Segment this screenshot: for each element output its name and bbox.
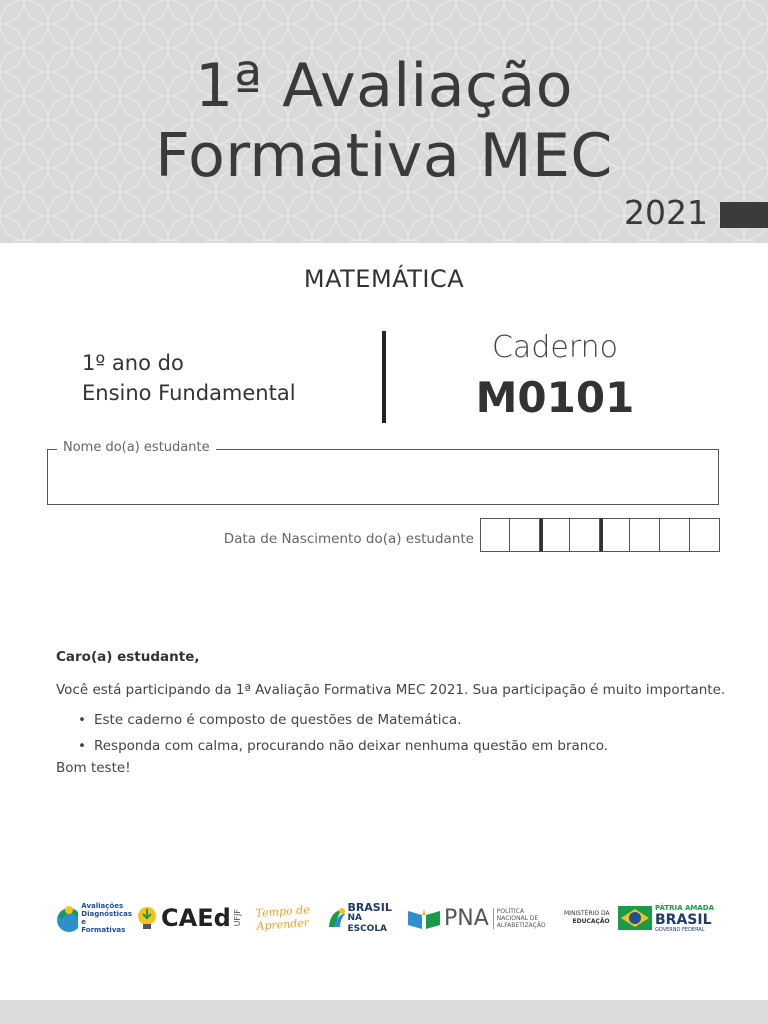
avaliacoes-logo	[56, 898, 132, 938]
pna-sub-3: ALFABETIZAÇÃO	[496, 921, 546, 929]
ministerio-text-2: EDUCAÇÃO	[572, 918, 610, 925]
pna-sub-2: NACIONAL DE	[496, 914, 539, 922]
instruction-item: • Responda com calma, procurando não deixar nenhuma questão em branco.	[78, 733, 608, 759]
subject-title: MATEMÁTICA	[303, 265, 465, 293]
year: 2021	[624, 193, 708, 232]
grade-line-2: Ensino Fundamental	[82, 381, 296, 405]
avaliacoes-emblem-icon	[56, 902, 78, 934]
brasil-na-escola-emblem-icon	[326, 905, 345, 931]
booklet-code: M0101	[475, 373, 635, 422]
intro-text: Você está participando da 1ª Avaliação Formativa MEC 2021. Sua participação é muito importante.	[56, 682, 726, 698]
footer-band	[0, 1000, 768, 1024]
vertical-divider	[382, 331, 386, 423]
ministerio-text-1: MINISTÉRIO DA	[564, 910, 610, 917]
tempo-de-aprender-logo	[256, 898, 318, 938]
ufjf-text: UFJF	[232, 909, 242, 927]
brazil-flag-icon	[618, 906, 652, 930]
tempo-text-2: Aprender	[256, 916, 310, 933]
birth-date-digit-box[interactable]	[570, 518, 600, 552]
ministerio-educacao-logo	[564, 898, 610, 938]
header-banner	[0, 0, 768, 243]
instruction-item: • Este caderno é composto de questões de Matemática.	[78, 707, 608, 733]
pna-logo	[406, 898, 556, 938]
brasil-text: BRASIL	[347, 900, 392, 914]
grade-level	[82, 348, 296, 408]
avaliacoes-text-2: Diagnósticas e	[81, 910, 132, 926]
student-name-field[interactable]	[47, 449, 719, 505]
birth-date-field[interactable]	[480, 518, 720, 552]
patria-amada-brasil-logo	[618, 898, 716, 938]
lightbulb-icon	[136, 905, 158, 931]
grade-line-1: 1º ano do	[82, 351, 184, 375]
closing-text: Bom teste!	[56, 760, 131, 776]
pna-text: PNA	[444, 905, 489, 931]
brasil-big-text: BRASIL	[655, 912, 712, 928]
birth-date-digit-box[interactable]	[510, 518, 540, 552]
birth-date-digit-box[interactable]	[540, 518, 570, 552]
caed-logo	[136, 898, 248, 938]
birth-date-digit-box[interactable]	[690, 518, 720, 552]
book-icon	[406, 905, 442, 931]
birth-date-digit-box[interactable]	[600, 518, 630, 552]
greeting: Caro(a) estudante,	[56, 649, 200, 665]
birth-date-label: Data de Nascimento do(a) estudante	[223, 531, 474, 547]
avaliacoes-text-3: Formativas	[81, 926, 126, 934]
instruction-list	[78, 707, 608, 759]
title-line-1: 1ª Avaliação	[195, 51, 573, 121]
year-accent-bar	[720, 202, 768, 228]
patria-text: PÁTRIA AMADA	[655, 904, 715, 912]
brasil-na-escola-logo	[326, 898, 398, 938]
student-name-label: Nome do(a) estudante	[57, 440, 216, 455]
title-line-2: Formativa MEC	[155, 121, 613, 191]
birth-date-digit-box[interactable]	[660, 518, 690, 552]
birth-date-digit-box[interactable]	[480, 518, 510, 552]
governo-federal-text: GOVERNO FEDERAL	[655, 927, 705, 933]
booklet-label: Caderno	[491, 330, 618, 365]
na-escola-text: NA ESCOLA	[347, 912, 388, 934]
partner-logos	[56, 898, 716, 938]
avaliacoes-text-1: Avaliações	[81, 902, 124, 910]
birth-date-digit-box[interactable]	[630, 518, 660, 552]
caed-text: CAEd	[161, 904, 231, 932]
pna-sub-1: POLÍTICA	[496, 907, 524, 915]
tempo-text-1: Tempo de	[255, 903, 311, 920]
